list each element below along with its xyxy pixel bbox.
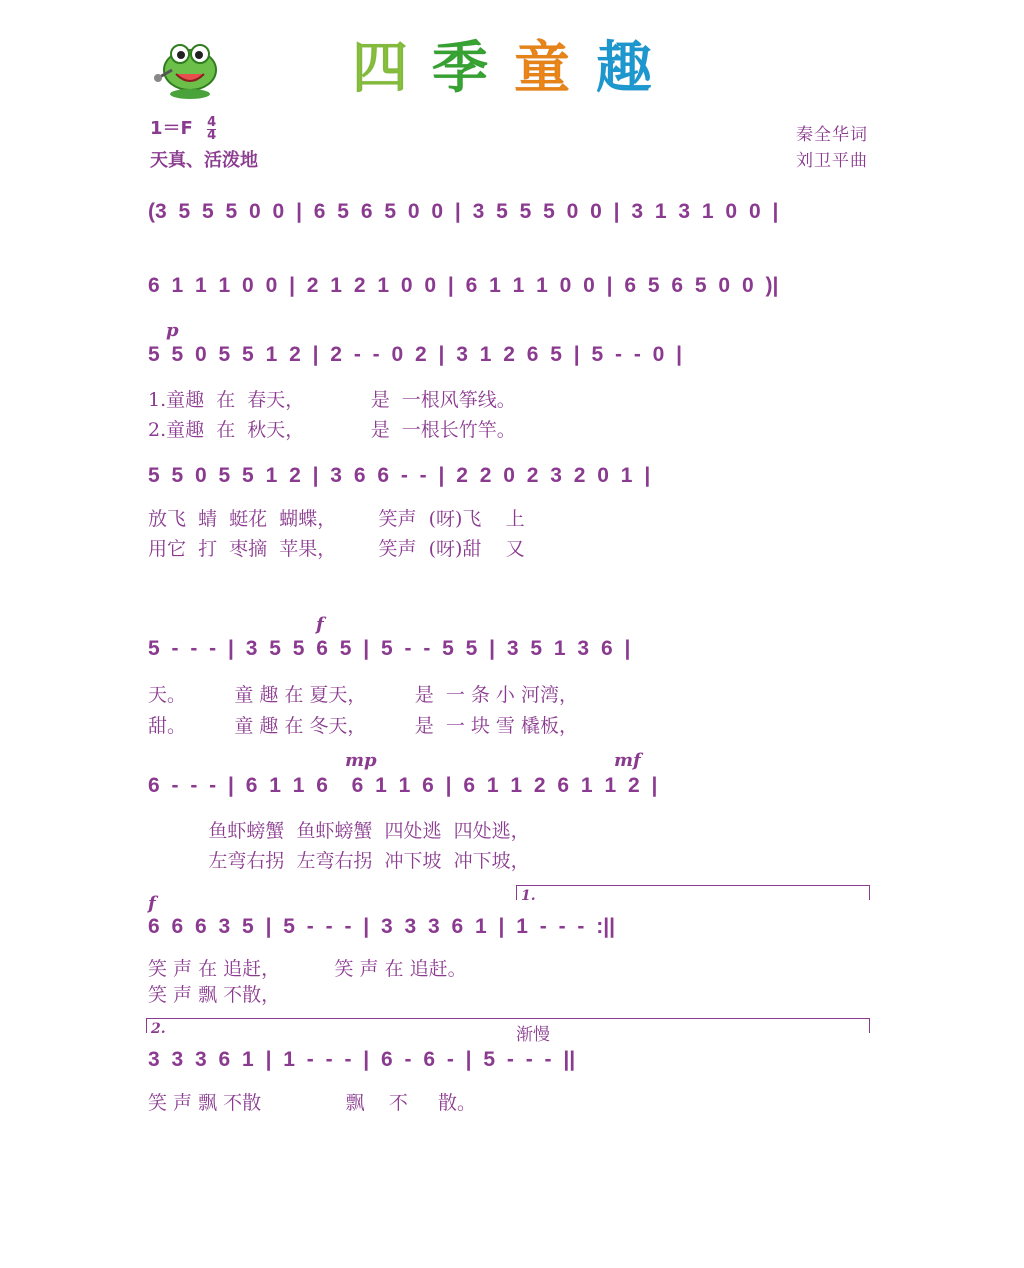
score-line-3: 5 5 0 5 5 1 2 | 2 - - 0 2 | 3 1 2 6 5 | 5 - - 0 | [148, 343, 683, 366]
score-line-7: 6 6 6 3 5 | 5 - - - | 3 3 3 6 1 | 1 - - - :|| [148, 915, 616, 938]
lyric-line-3-verse-2: 2.童趣 在 秋天， 是 一根长竹竿。 [148, 419, 516, 441]
score-line-1: (3 5 5 5 0 0 | 6 5 6 5 0 0 | 3 5 5 5 0 0 | 3 1 3 1 0 0 | [148, 200, 779, 223]
title-char-4: 趣 [596, 36, 652, 101]
score-line-2: 6 1 1 1 0 0 | 2 1 2 1 0 0 | 6 1 1 1 0 0 | 6 5 6 5 0 0 )| [148, 274, 779, 297]
score-line-6: 6 - - - | 6 1 1 6 6 1 1 6 | 6 1 1 2 6 1 1 2 | [148, 774, 658, 797]
frog-logo-icon [150, 40, 220, 100]
title-char-2: 季 [432, 36, 488, 101]
time-signature [207, 114, 217, 143]
lyricist-credit: 秦全华词 [796, 125, 868, 145]
composer-credit: 刘卫平曲 [796, 151, 868, 171]
lyric-line-7-verse-2: 笑 声 飘 不散， [148, 984, 281, 1006]
lyric-line-5-verse-2: 甜。 童 趣 在 冬天， 是 一 块 雪 橇板， [148, 715, 578, 737]
score-line-5: 5 - - - | 3 5 5 6 5 | 5 - - 5 5 | 3 5 1 3 6 | [148, 637, 631, 660]
dynamic-mp: mp [345, 750, 377, 771]
tempo-marking: 天真、活泼地 [150, 150, 258, 171]
tempo-change-marking: 渐慢 [516, 1025, 550, 1045]
lyric-line-4-verse-2: 用它 打 枣摘 苹果， 笑声 (呀)甜 又 [148, 538, 525, 560]
time-signature-bottom: 4 [207, 127, 217, 143]
time-signature-top: 4 [207, 114, 217, 130]
dynamic-f-1: f [316, 614, 324, 635]
lyric-line-5-verse-1: 天。 童 趣 在 夏天， 是 一 条 小 河湾， [148, 684, 578, 706]
title-char-3: 童 [514, 36, 570, 101]
volta-1-bracket [516, 885, 870, 904]
key-signature [150, 114, 216, 142]
lyric-line-8-verse-1: 笑 声 飘 不散 飘 不 散。 [148, 1092, 477, 1114]
score-line-4: 5 5 0 5 5 1 2 | 3 6 6 - - | 2 2 0 2 3 2 0 1 | [148, 464, 651, 487]
score-line-8: 3 3 3 6 1 | 1 - - - | 6 - 6 - | 5 - - - || [148, 1048, 576, 1071]
volta-1-label: 1. [521, 888, 536, 904]
lyric-line-6-verse-1: 鱼虾螃蟹 鱼虾螃蟹 四处逃 四处逃， [148, 820, 530, 842]
lyric-line-3-verse-1: 1.童趣 在 春天， 是 一根风筝线。 [148, 389, 516, 411]
lyric-line-7-verse-1: 笑 声 在 追赶， 笑 声 在 追赶。 [148, 958, 467, 980]
title-char-1: 四 [352, 36, 408, 101]
key-signature-text: 1＝F [150, 118, 193, 139]
dynamic-p: p [166, 320, 179, 341]
volta-2-label: 2. [151, 1021, 166, 1037]
lyric-line-4-verse-1: 放飞 蜻 蜓花 蝴蝶， 笑声 (呀)飞 上 [148, 508, 525, 530]
lyric-line-6-verse-2: 左弯右拐 左弯右拐 冲下坡 冲下坡， [148, 850, 530, 872]
dynamic-mf: mf [614, 750, 641, 771]
dynamic-f-2: f [148, 893, 156, 914]
